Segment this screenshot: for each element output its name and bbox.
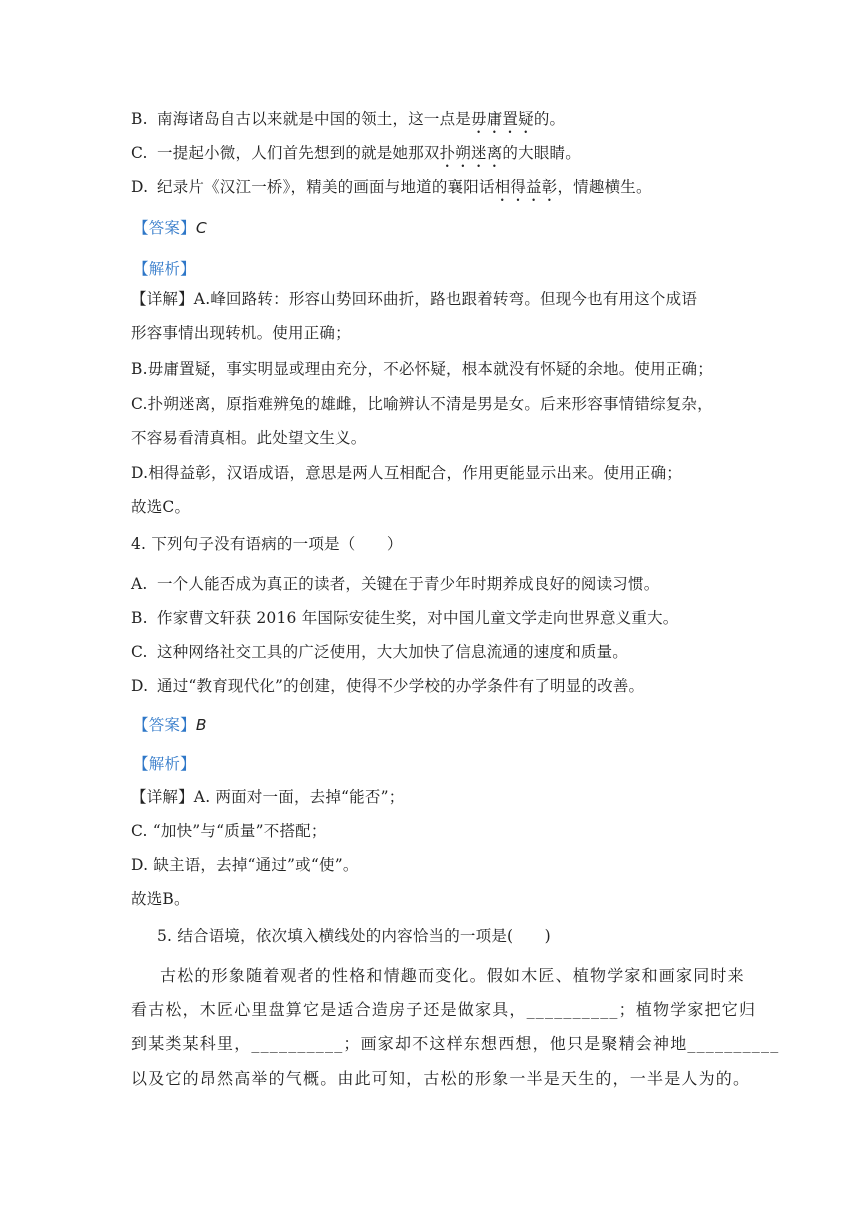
q4-analysis-tag: 【解析】 — [133, 755, 196, 773]
option-label: C. — [131, 643, 148, 661]
option-label: B. — [131, 110, 148, 128]
option-text: 通过“教育现代化”的创建，使得不少学校的办学条件有了明显的改善。 — [157, 677, 645, 695]
q5-passage-line: 古松的形象随着观者的性格和情趣而变化。假如木匠、植物学家和画家同时来 — [160, 966, 745, 985]
q3-detail-line: B.毋庸置疑，事实明显或理由充分，不必怀疑，根本就没有怀疑的余地。使用正确； — [131, 360, 713, 378]
q4-option-b — [131, 607, 679, 629]
q4-option-d — [131, 675, 644, 697]
q4-detail-line: C. “加快”与“质量”不搭配； — [131, 822, 327, 840]
q5-passage-line: 看古松，木匠心里盘算它是适合造房子还是做家具，__________；植物学家把它归 — [131, 1000, 757, 1019]
q3-detail-line: 【详解】A.峰回路转：形容山势回环曲折，路也跟着转弯。但现今也有用这个成语 — [131, 290, 698, 308]
option-dotted-phrase: 相得益彰 — [494, 178, 558, 196]
q3-detail-line: 故选C。 — [131, 498, 191, 516]
q5-title: 5. 结合语境，依次填入横线处的内容恰当的一项是( ) — [157, 927, 551, 945]
q3-detail-line: D.相得益彰，汉语成语，意思是两人互相配合，作用更能显示出来。使用正确； — [131, 464, 683, 482]
q3-analysis-tag: 【解析】 — [133, 260, 196, 278]
option-text-before: 南海诸岛自古以来就是中国的领土，这一点是 — [157, 110, 472, 128]
option-dotted-phrase: 扑朔迷离 — [439, 144, 503, 162]
option-label: D. — [131, 677, 149, 695]
q3-option-c — [131, 142, 581, 171]
q4-option-a — [131, 573, 659, 595]
option-label: A. — [131, 575, 148, 593]
q4-option-c — [131, 641, 628, 663]
option-text-after: 的。 — [533, 110, 566, 128]
option-text-before: 一提起小微，人们首先想到的就是她那双 — [157, 144, 440, 162]
q4-detail-line: 故选B。 — [131, 890, 190, 908]
q5-passage-line: 以及它的昂然高举的气概。由此可知，古松的形象一半是天生的，一半是人为的。 — [131, 1069, 751, 1088]
q3-answer — [133, 217, 207, 239]
q4-detail-line: D. 缺主语，去掉“通过”或“使”。 — [131, 856, 359, 874]
answer-tag: 【答案】 — [133, 219, 196, 237]
option-label: B. — [131, 609, 148, 627]
q3-option-b — [131, 108, 565, 137]
q4-answer — [133, 714, 207, 736]
answer-letter: B — [195, 716, 207, 734]
q4-detail-line: 【详解】A. 两面对一面，去掉“能否”； — [131, 788, 405, 806]
option-text: 作家曹文轩获 2016 年国际安徒生奖，对中国儿童文学走向世界意义重大。 — [157, 609, 679, 627]
option-text-after: 的大眼睛。 — [502, 144, 581, 162]
q3-option-d — [131, 176, 652, 205]
option-label: D. — [131, 178, 149, 196]
option-text: 一个人能否成为真正的读者，关键在于青少年时期养成良好的阅读习惯。 — [157, 575, 660, 593]
option-dotted-phrase: 毋庸置疑 — [471, 110, 534, 128]
q3-detail-line: 形容事情出现转机。使用正确； — [131, 324, 351, 342]
q3-detail-line: 不容易看清真相。此处望文生义。 — [131, 429, 367, 447]
answer-letter: C — [195, 219, 207, 237]
q5-passage-line: 到某类某科里，__________；画家却不这样东想西想，他只是聚精会神地__________ — [131, 1034, 780, 1053]
q4-title: 4. 下列句子没有语病的一项是（ ） — [131, 535, 403, 553]
option-text-after: ，情趣横生。 — [557, 178, 652, 196]
q3-detail-line: C.扑朔迷离，原指难辨兔的雄雌，比喻辨认不清是男是女。后来形容事情错综复杂， — [131, 395, 713, 413]
option-label: C. — [131, 144, 148, 162]
option-text: 这种网络社交工具的广泛使用，大大加快了信息流通的速度和质量。 — [157, 643, 629, 661]
answer-tag: 【答案】 — [133, 716, 196, 734]
option-text-before: 纪录片《汉江一桥》，精美的画面与地道的襄阳话 — [157, 178, 495, 196]
